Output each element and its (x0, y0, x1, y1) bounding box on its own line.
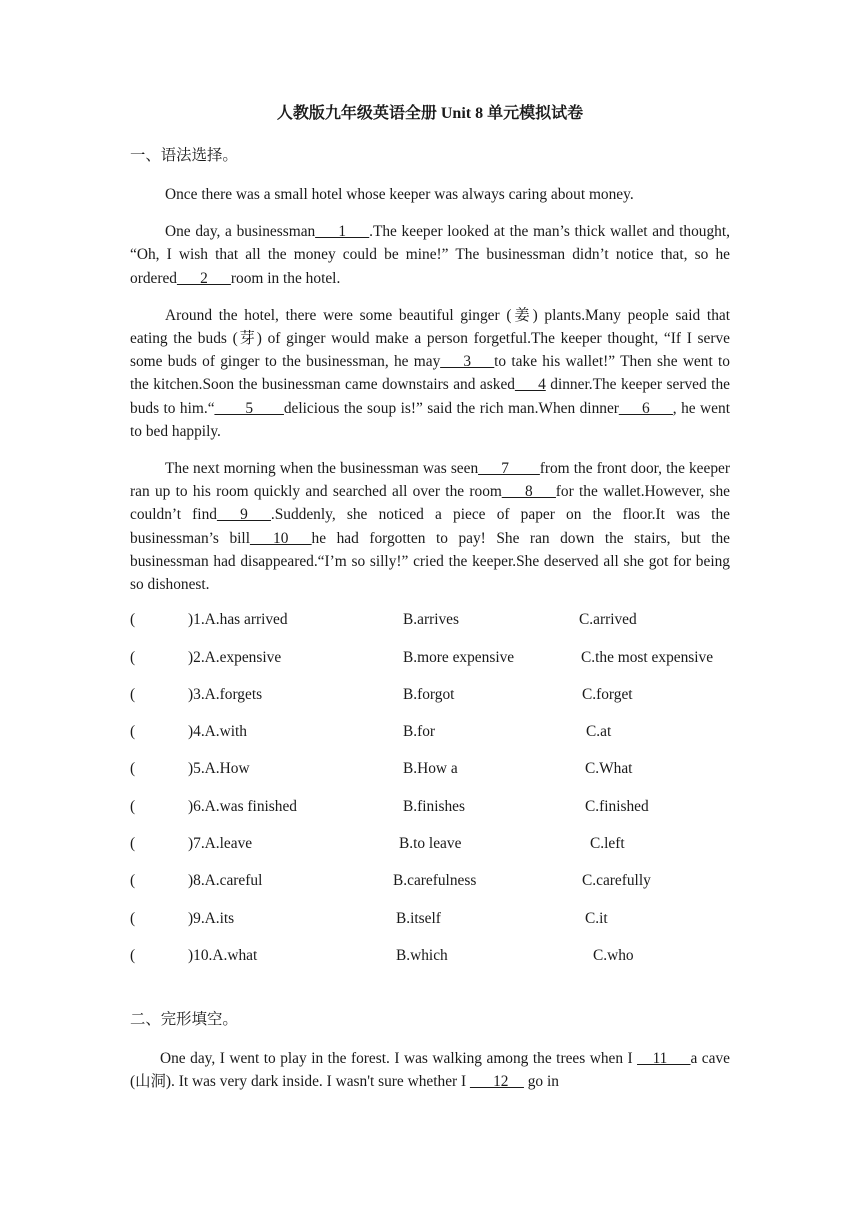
text-run: for the wallet.However, she couldn’t find (130, 483, 730, 524)
option-a: )4.A.with (188, 723, 247, 741)
option-b: B.for (403, 723, 436, 741)
exam-page (130, 104, 730, 1107)
option-a: )1.A.has arrived (188, 611, 288, 629)
answer-paren: ( (130, 723, 136, 741)
option-c: C.finished (585, 797, 649, 815)
answer-paren: ( (130, 648, 136, 666)
option-row (130, 909, 730, 929)
options-list (130, 610, 730, 966)
option-b: B.which (396, 946, 448, 964)
paragraph-4 (130, 457, 730, 596)
answer-paren: ( (130, 946, 136, 964)
blank-3: ___3___ (440, 353, 495, 371)
answer-paren: ( (130, 611, 136, 629)
option-b: B.finishes (403, 797, 465, 815)
blank-2: ___2___ (177, 269, 231, 287)
option-row (130, 648, 730, 668)
option-c: C.carefully (582, 872, 651, 890)
option-c: C.at (586, 723, 612, 741)
option-c: C.it (585, 909, 608, 927)
option-a: )8.A.careful (188, 872, 263, 890)
blank-12: ___12__ (469, 1073, 524, 1091)
option-b: B.carefulness (393, 872, 477, 890)
option-a: )5.A.How (188, 760, 250, 778)
option-row (130, 610, 730, 630)
text-run: go in (523, 1073, 559, 1091)
option-b: B.arrives (403, 611, 459, 629)
option-row (130, 871, 730, 891)
text-run: , he went to bed happily. (130, 399, 730, 440)
blank-6: ___6___ (618, 399, 673, 417)
paragraph-3 (130, 304, 730, 443)
answer-paren: ( (130, 685, 136, 703)
option-c: C.who (593, 946, 634, 964)
text-run: One day, I went to play in the forest. I was walking among the trees when I (160, 1049, 638, 1067)
option-c: C.forget (582, 685, 633, 703)
blank-11: __11___ (637, 1049, 691, 1067)
text-run: he had forgotten to pay! She ran down the stairs, but the businessman had disappeared.“I’m so silly!” cried the keeper.She deserved all she got for being so dishonest. (130, 529, 730, 594)
text-run: .Suddenly, she noticed a piece of paper on the floor.It was the businessman’s bill (130, 506, 730, 547)
paragraph-5 (130, 1047, 730, 1093)
option-b: B.How a (403, 760, 458, 778)
answer-paren: ( (130, 760, 136, 778)
option-b: B.itself (396, 909, 441, 927)
option-a: )9.A.its (188, 909, 235, 927)
text-run: to take his wallet!” Then she went to the kitchen.Soon the businessman came downstairs and asked (130, 353, 730, 394)
text-run: room in the hotel. (230, 269, 341, 287)
option-a: )6.A.was finished (188, 797, 297, 815)
option-c: C.left (590, 835, 625, 853)
blank-10: ___10___ (249, 529, 312, 547)
option-row (130, 797, 730, 817)
paragraph-1: Once there was a small hotel whose keeper was always caring about money. (165, 186, 634, 203)
page-title: 人教版九年级英语全册 Unit 8 单元模拟试卷 (276, 105, 584, 122)
option-row (130, 834, 730, 854)
option-row (130, 946, 730, 966)
text-run: The next morning when the businessman was seen (165, 460, 479, 478)
option-b: B.more expensive (403, 648, 515, 666)
option-a: )2.A.expensive (188, 648, 282, 666)
text-run: from the front door, the keeper ran up to his room quickly and searched all over the room (130, 460, 730, 501)
text-run: a cave (山洞). It was very dark inside. I wasn't sure whether I (130, 1049, 730, 1091)
option-b: B.forgot (403, 685, 455, 703)
option-b: B.to leave (399, 835, 462, 853)
blank-5: ____5____ (214, 399, 284, 417)
text-run: delicious the soup is!” said the rich man.When dinner (283, 399, 619, 417)
option-a: )3.A.forgets (188, 685, 263, 703)
paragraph-2 (130, 220, 730, 290)
blank-7: ___7____ (478, 460, 540, 478)
option-a: )7.A.leave (188, 835, 253, 853)
answer-paren: ( (130, 909, 136, 927)
section-1-heading: 一、语法选择。 (130, 147, 238, 164)
blank-4: ___4 (514, 376, 546, 394)
text-run: Around the hotel, there were some beautiful ginger (姜) plants.Many people said that eating the buds (芽) of ginger would make a person forgetful.The keeper thought, “If I serve some buds of ginger to the businessman, he may (130, 306, 730, 371)
option-a: )10.A.what (188, 946, 258, 964)
answer-paren: ( (130, 797, 136, 815)
option-c: C.What (585, 760, 633, 778)
option-c: C.arrived (579, 611, 637, 629)
option-row (130, 685, 730, 705)
option-c: C.the most expensive (581, 648, 714, 666)
blank-9: ___9___ (216, 506, 271, 524)
blank-1: ___1___ (315, 223, 370, 241)
text-run: dinner.The keeper served the buds to him.“ (130, 376, 730, 417)
text-run: One day, a businessman (165, 223, 316, 241)
answer-paren: ( (130, 872, 136, 890)
section-2-heading: 二、完形填空。 (130, 1010, 238, 1028)
answer-paren: ( (130, 835, 136, 853)
option-row (130, 759, 730, 779)
blank-8: ___8___ (501, 483, 556, 501)
option-row (130, 722, 730, 742)
text-run: .The keeper looked at the man’s thick wallet and thought, “Oh, I wish that all the money could be mine!” The businessman didn’t notice that, so he ordered (130, 223, 731, 287)
